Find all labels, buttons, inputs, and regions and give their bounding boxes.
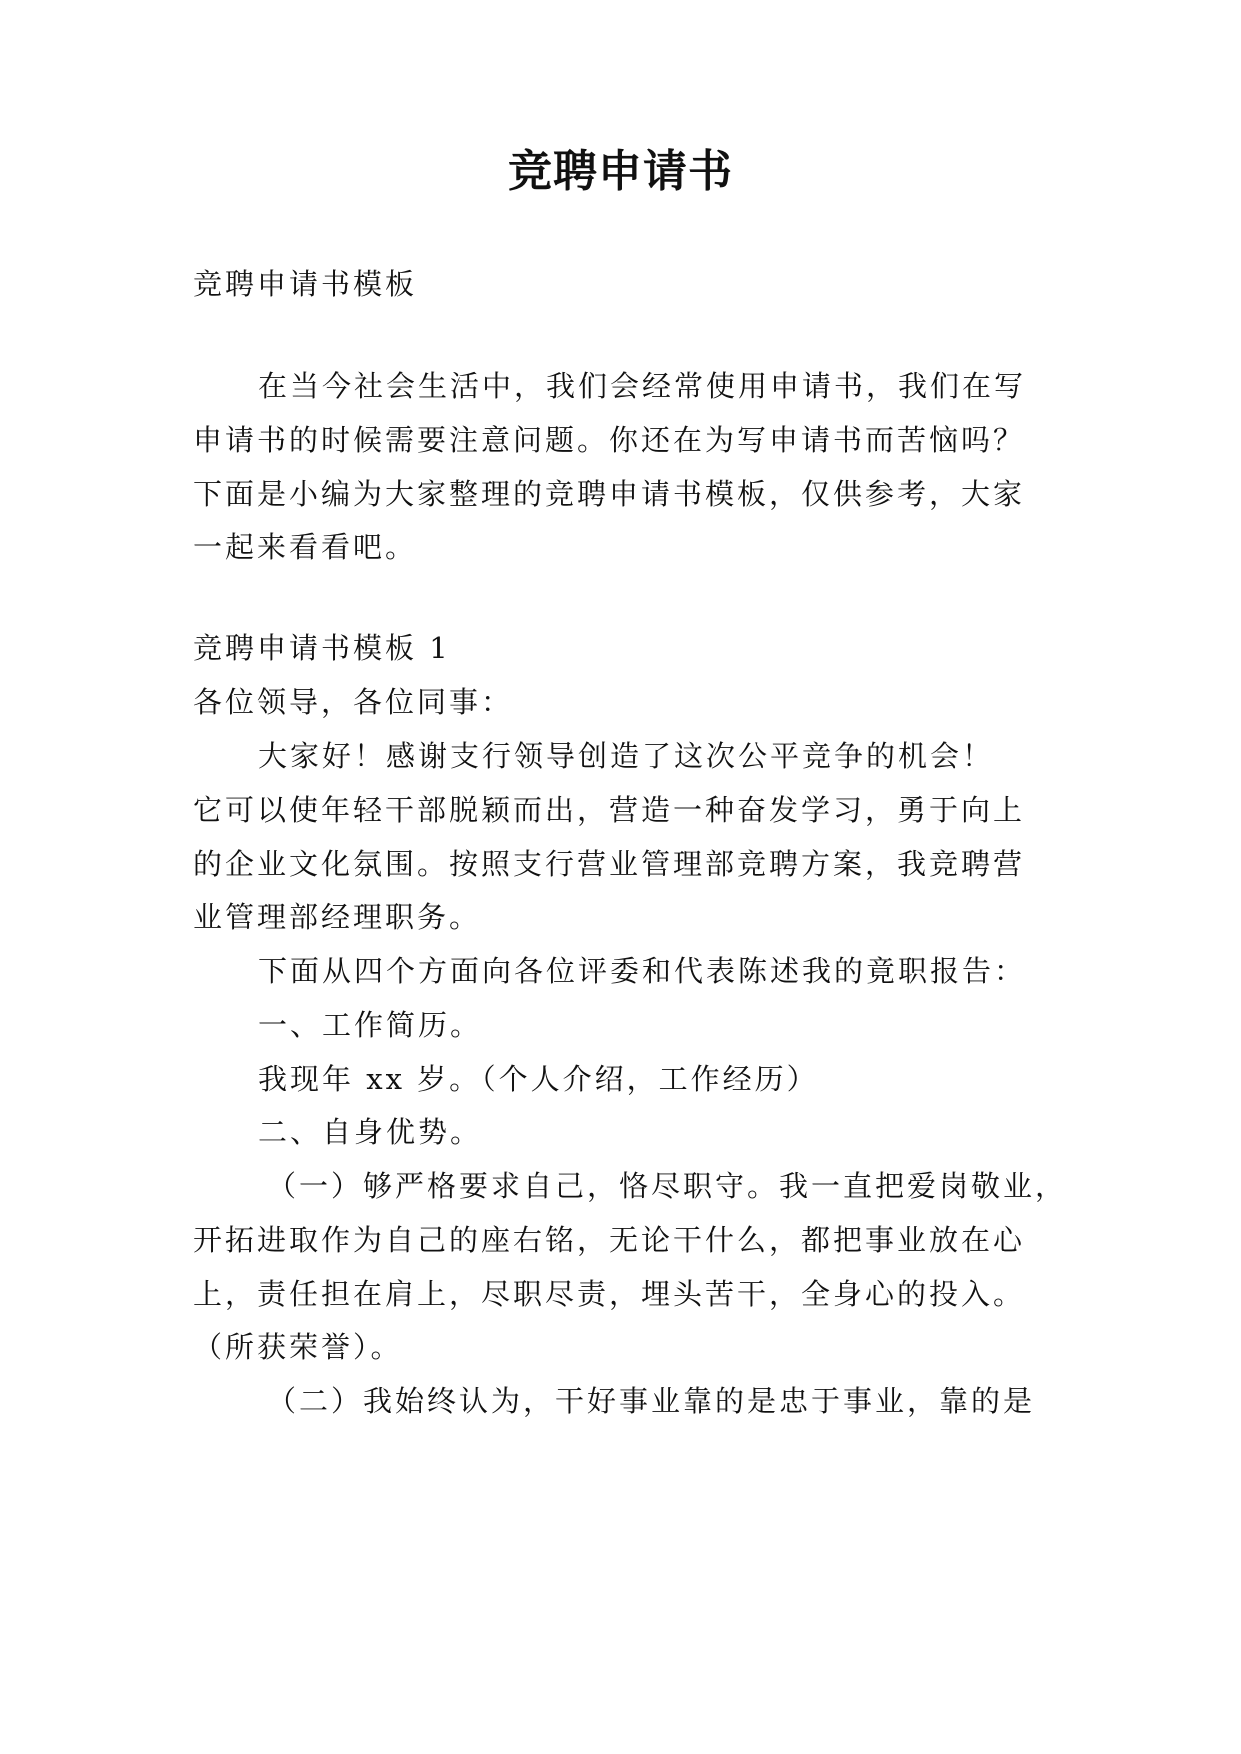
section-heading: 竞聘申请书模板 1	[193, 631, 451, 665]
paragraph-line: 在当今社会生活中，我们会经常使用申请书，我们在写	[258, 369, 1027, 403]
paragraph-line: 大家好！感谢支行领导创造了这次公平竞争的机会！	[258, 739, 995, 773]
paragraph-line: （一）够严格要求自己，恪尽职守。我一直把爱岗敬业，	[267, 1169, 1068, 1203]
paragraph-line: 我现年 xx 岁。（个人介绍，工作经历）	[258, 1062, 819, 1096]
paragraph-line: 二、自身优势。	[258, 1115, 483, 1149]
paragraph-line: 它可以使年轻干部脱颖而出，营造一种奋发学习，勇于向上	[193, 793, 1026, 827]
paragraph-line: 一、工作简历。	[258, 1008, 483, 1042]
paragraph-line: 下面是小编为大家整理的竞聘申请书模板，仅供参考，大家	[193, 477, 1026, 511]
paragraph-line: 上，责任担在肩上，尽职尽责，埋头苦干，全身心的投入。	[193, 1277, 1026, 1311]
paragraph-line: （所获荣誉）。	[193, 1330, 403, 1364]
paragraph-line: （二）我始终认为，干好事业靠的是忠于事业，靠的是	[267, 1384, 1036, 1418]
paragraph-line: 开拓进取作为自己的座右铭，无论干什么，都把事业放在心	[193, 1223, 1026, 1257]
document-title: 竞聘申请书	[508, 146, 733, 197]
paragraph-line: 下面从四个方面向各位评委和代表陈述我的竟职报告：	[258, 954, 1027, 988]
paragraph-line: 的企业文化氛围。按照支行营业管理部竞聘方案，我竞聘营	[193, 847, 1026, 881]
paragraph-line: 业管理部经理职务。	[193, 900, 482, 934]
salutation-line: 各位领导，各位同事：	[193, 685, 514, 719]
paragraph-line: 申请书的时候需要注意问题。你还在为写申请书而苦恼吗？	[193, 423, 1026, 457]
paragraph-line: 一起来看看吧。	[193, 530, 418, 564]
document-subtitle: 竞聘申请书模板	[193, 267, 418, 301]
